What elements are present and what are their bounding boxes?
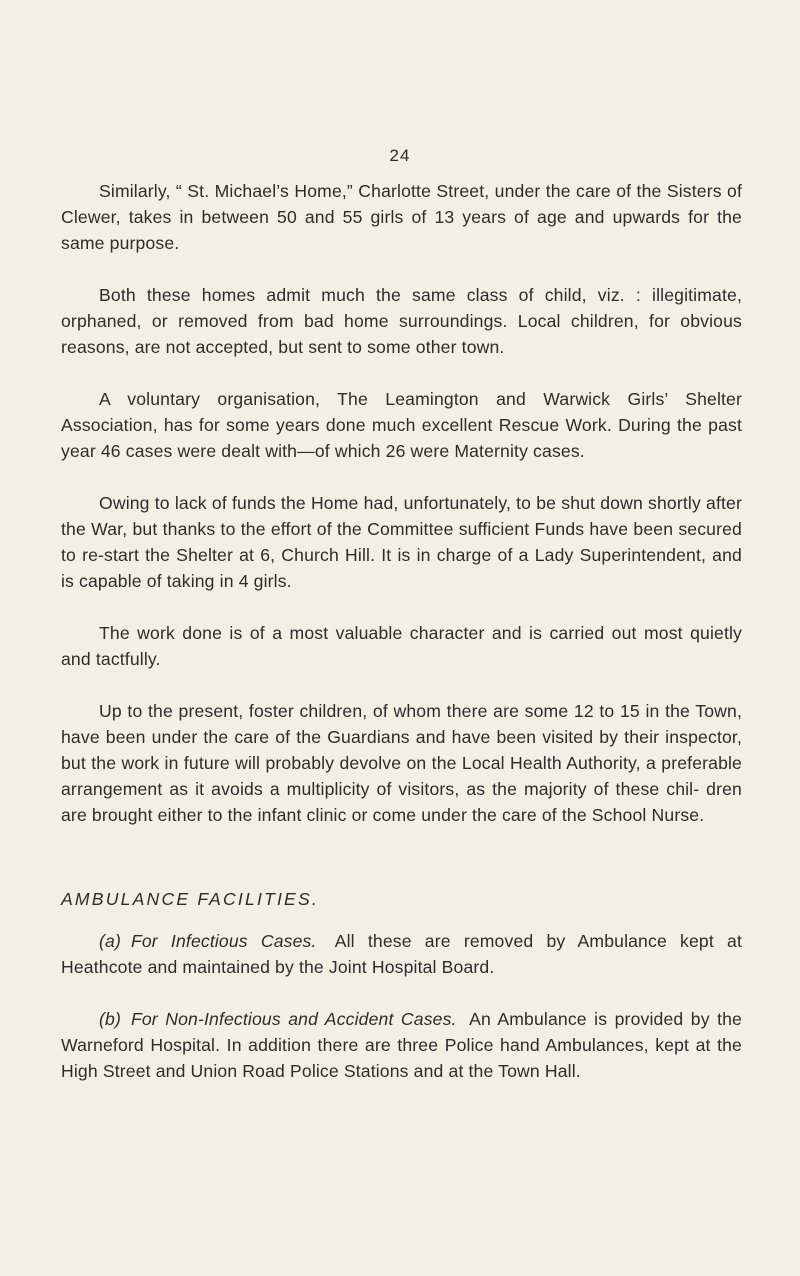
paragraph-home-funds: Owing to lack of funds the Home had, unfortunately, to be shut down shortly after the War, but thanks to the effort of the Committee sufficient Funds have been secured to re-start the Shelter at 6, Church Hill. It is in charge of a Lady Superintendent, and is capable of taking in 4 girls.: [61, 493, 742, 591]
item-text: An Ambulance is provided by the Warneford Hospital. In addition there are three Police hand Ambulances, kept at the High Street and Union Road Police Stations and at the Town Hall.: [61, 1009, 742, 1081]
ambulance-item-infectious: [61, 928, 742, 980]
ambulance-item-non-infectious: [61, 1006, 742, 1084]
item-label: (b): [99, 1009, 121, 1029]
item-text: All these are removed by Ambulance kept at Heathcote and maintained by the Joint Hospital Board.: [61, 931, 742, 977]
body-text: [61, 178, 742, 1084]
item-label: (a): [99, 931, 121, 951]
paragraph-foster-children: Up to the present, foster children, of whom there are some 12 to 15 in the Town, have been under the care of the Guardians and have been visited by their inspector, but the work in future will probably devolve on the Local Health Authority, a preferable arrangement as it avoids a multiplicity of visitors, as the majority of these chil- dren are brought either to the infant clinic or come under the care of the School Nurse.: [61, 701, 742, 825]
page-number: 24: [389, 146, 411, 165]
paragraph-st-michaels-home: Similarly, “ St. Michael’s Home,” Charlotte Street, under the care of the Sisters of Clewer, takes in between 50 and 55 girls of 13 years of age and upwards for the same purpose.: [61, 181, 742, 253]
item-subheading: For Non-Infectious and Accident Cases.: [130, 1009, 457, 1029]
paragraph-shelter-association: A voluntary organisation, The Leamington and Warwick Girls’ Shelter Association, has for some years done much excellent Rescue Work. During the past year 46 cases were dealt with—of which 26 were Maternity cases.: [61, 389, 742, 461]
paragraph-homes-admission: Both these homes admit much the same class of child, viz. : illegitimate, orphaned, or removed from bad home surroundings. Local children, for obvious reasons, are not accepted, but sent to some other town.: [61, 285, 742, 357]
paragraph-work-character: The work done is of a most valuable character and is carried out most quietly and tactfully.: [61, 623, 742, 669]
section-heading-ambulance: AMBULANCE FACILITIES.: [61, 889, 320, 909]
item-subheading: For Infectious Cases.: [130, 931, 317, 951]
